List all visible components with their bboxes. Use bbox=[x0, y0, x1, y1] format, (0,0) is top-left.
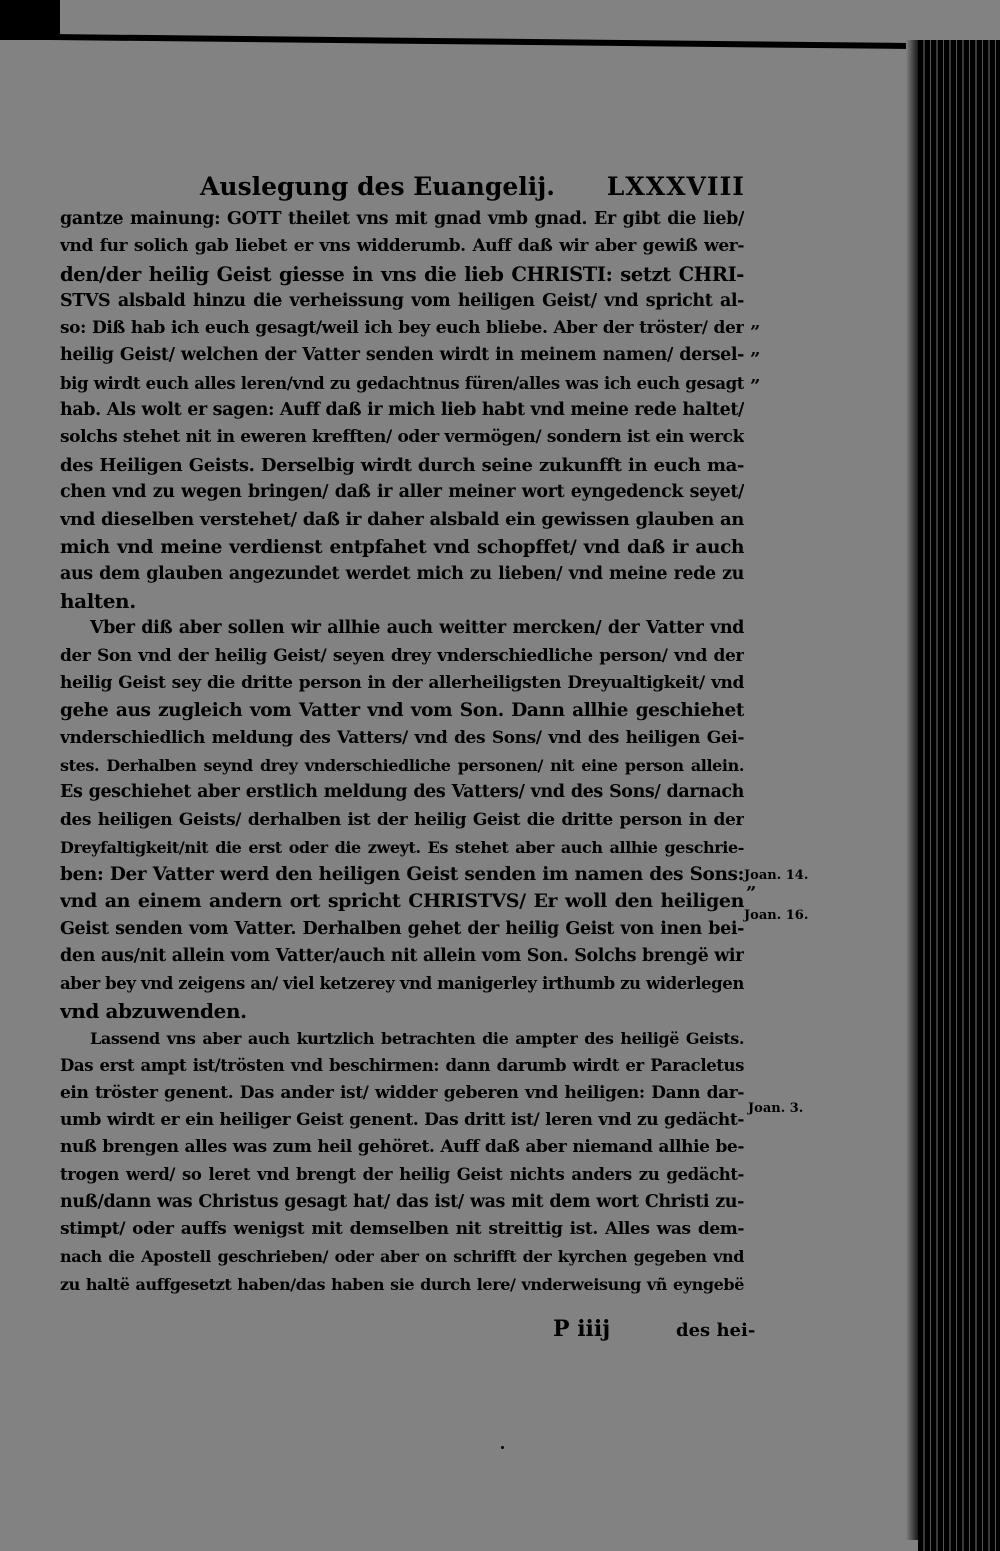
margin-quote-mark: ” bbox=[746, 883, 757, 904]
page-gutter-shade bbox=[906, 40, 918, 1540]
text-line: zu haltë auffgesetzt haben/das haben sie durch lere/ vnderweisung vñ eyngebë bbox=[60, 1274, 744, 1294]
margin-quote-mark: ” bbox=[750, 349, 761, 370]
text-line: der Son vnd der heilig Geist/ seyen drey vnderschiedliche person/ vnd der bbox=[60, 645, 744, 666]
margin-quote-mark: ” bbox=[750, 322, 761, 343]
scan-top-edge bbox=[50, 34, 910, 49]
text-line: vnd abzuwenden. bbox=[60, 998, 247, 1023]
page-header bbox=[200, 172, 745, 208]
margin-quote-mark: ” bbox=[750, 376, 761, 397]
text-line: vnderschiedlich meldung des Vatters/ vnd des Sons/ vnd des heiligen Gei- bbox=[60, 727, 744, 748]
ink-speck bbox=[501, 1446, 504, 1449]
text-line: big wirdt euch alles leren/vnd zu gedachtnus füren/alles was ich euch gesagt bbox=[60, 373, 744, 393]
text-line: umb wirdt er ein heiliger Geist genent. Das dritt ist/ leren vnd zu gedächt- bbox=[60, 1109, 744, 1130]
text-line: Geist senden vom Vatter. Derhalben gehet der heilig Geist von inen bei- bbox=[60, 918, 744, 939]
folio-number: LXXXVIII bbox=[606, 172, 745, 201]
text-line: aus dem glauben angezundet werdet mich zu lieben/ vnd meine rede zu bbox=[60, 563, 744, 584]
text-line: Lassend vns aber auch kurtzlich betrachten die ampter des heiligë Geists. bbox=[90, 1028, 744, 1048]
text-line: STVS alsbald hinzu die verheissung vom heiligen Geist/ vnd spricht al- bbox=[60, 290, 744, 311]
text-line: nach die Apostell geschrieben/ oder aber on schrifft der kyrchen gegeben vnd bbox=[60, 1247, 744, 1267]
catchword: des hei- bbox=[676, 1320, 756, 1341]
text-line: Das erst ampt ist/trösten vnd beschirmen: dann darumb wirdt er Paracletus bbox=[60, 1056, 744, 1076]
text-line: den aus/nit allein vom Vatter/auch nit allein vom Son. Solchs brengë wir bbox=[60, 946, 744, 967]
text-line: nuß brengen alles was zum heil gehöret. Auff daß aber niemand allhie be- bbox=[60, 1137, 744, 1158]
text-line: vnd fur solich gab liebet er vns widderumb. Auff daß wir aber gewiß wer- bbox=[60, 236, 744, 257]
margin-reference: Joan. 3. bbox=[748, 1101, 804, 1116]
text-line: stes. Derhalben seynd drey vnderschiedliche personen/ nit eine person allein. bbox=[60, 755, 744, 775]
text-line: trogen werd/ so leret vnd brengt der heilig Geist nichts anders zu gedächt- bbox=[60, 1165, 744, 1185]
text-line: hab. Als wolt er sagen: Auff daß ir mich lieb habt vnd meine rede haltet/ bbox=[60, 400, 744, 421]
text-line: chen vnd zu wegen bringen/ daß ir aller meiner wort eyngedenck seyet/ bbox=[60, 481, 744, 502]
text-line: Es geschiehet aber erstlich meldung des Vatters/ vnd des Sons/ darnach bbox=[60, 782, 744, 803]
text-line: des Heiligen Geists. Derselbig wirdt durch seine zukunfft in euch ma- bbox=[60, 454, 744, 476]
text-line: heilig Geist/ welchen der Vatter senden wirdt in meinem namen/ dersel- bbox=[60, 345, 744, 366]
book-page-edges bbox=[918, 40, 1000, 1551]
text-line: mich vnd meine verdienst entpfahet vnd schopffet/ vnd daß ir auch bbox=[60, 536, 744, 558]
text-line: vnd an einem andern ort spricht CHRISTVS/ Er woll den heiligen bbox=[60, 890, 744, 913]
text-line: den/der heilig Geist giesse in vns die lieb CHRISTI: setzt CHRI- bbox=[60, 262, 744, 286]
running-title: Auslegung des Euangelij. bbox=[200, 172, 555, 201]
signature-mark: P iiij bbox=[553, 1316, 611, 1342]
text-line: Dreyfaltigkeit/nit die erst oder die zweyt. Es stehet aber auch allhie geschrie- bbox=[60, 837, 744, 857]
text-line: aber bey vnd zeigens an/ viel ketzerey vnd manigerley irthumb zu widerlegen bbox=[60, 974, 744, 994]
text-line: Vber diß aber sollen wir allhie auch weitter mercken/ der Vatter vnd bbox=[90, 618, 744, 639]
text-line: stimpt/ oder auffs wenigst mit demselben nit streittig ist. Alles was dem- bbox=[60, 1218, 744, 1239]
text-line: gantze mainung: GOTT theilet vns mit gnad vmb gnad. Er gibt die lieb/ bbox=[60, 209, 744, 229]
text-line: heilig Geist sey die dritte person in der allerheiligsten Dreyualtigkeit/ vnd bbox=[60, 673, 744, 694]
body-text bbox=[60, 206, 744, 1298]
text-line: gehe aus zugleich vom Vatter vnd vom Son. Dann allhie geschiehet bbox=[60, 700, 744, 722]
text-line: ein tröster genent. Das ander ist/ widder geberen vnd heiligen: Dann dar- bbox=[60, 1082, 744, 1103]
text-line: halten. bbox=[60, 589, 136, 614]
margin-reference: Joan. 16. bbox=[744, 908, 809, 923]
text-line: so: Diß hab ich euch gesagt/weil ich bey euch bliebe. Aber der tröster/ der bbox=[60, 318, 744, 339]
margin-reference: Joan. 14. bbox=[744, 868, 809, 883]
text-line: ben: Der Vatter werd den heiligen Geist senden im namen des Sons: bbox=[60, 864, 744, 886]
text-line: vnd dieselben verstehet/ daß ir daher alsbald ein gewissen glauben an bbox=[60, 509, 744, 531]
text-line: nuß/dann was Christus gesagt hat/ das ist/ was mit dem wort Christi zu- bbox=[60, 1191, 744, 1212]
text-line: solchs stehet nit in eweren krefften/ oder vermögen/ sondern ist ein werck bbox=[60, 427, 744, 448]
text-line: des heiligen Geists/ derhalben ist der heilig Geist die dritte person in der bbox=[60, 809, 744, 830]
